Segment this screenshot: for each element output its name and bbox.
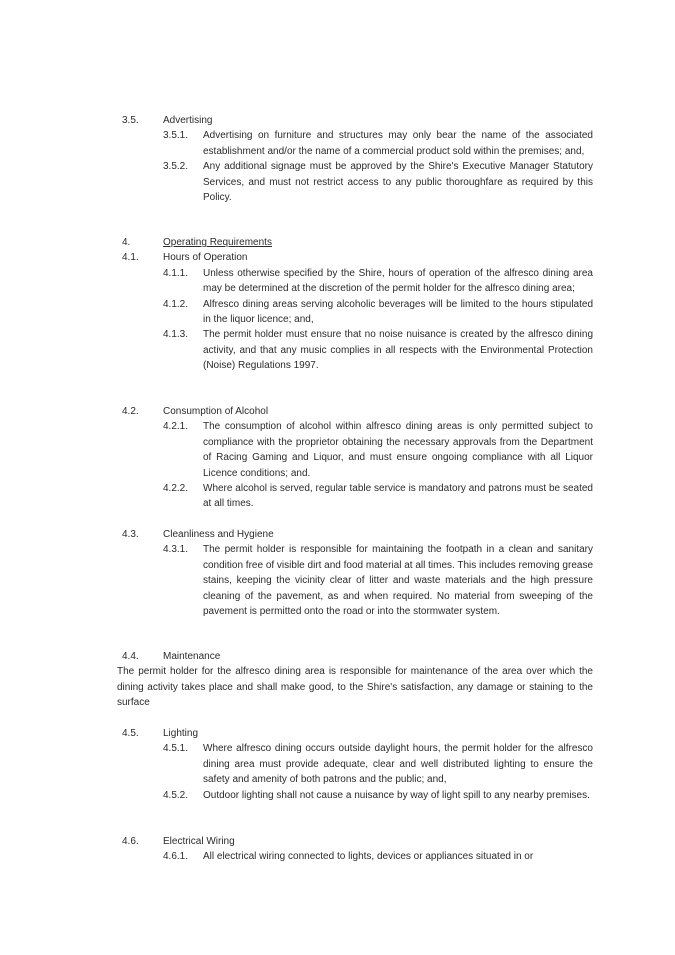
clause xyxy=(0,159,675,205)
clause-number: 4.3.1. xyxy=(163,544,189,556)
section-number: 3.5. xyxy=(122,115,139,126)
clause-text: Where alcohol is served, regular table service is mandatory and patrons must be seated at all times. xyxy=(203,483,593,510)
section-number: 4.3. xyxy=(122,529,139,540)
section-consumption-of-alcohol xyxy=(0,404,675,512)
clause-text: Any additional signage must be approved by the Shire's Executive Manager Statutory Services, and must not restrict access to any public thoroughfare as required by this Policy. xyxy=(203,161,593,204)
clause-number: 3.5.1. xyxy=(163,130,189,142)
clause xyxy=(0,788,675,803)
clause-text: The permit holder is responsible for maintaining the footpath in a clean and sanitary condition free of visible dirt and food material at all times. This includes removing grease stains, keeping the vicinity clear of litter and waste materials and the high pressure cleaning of the pavement, as and when required. No material from sweeping of the pavement is permitted onto the road or into the stormwater system. xyxy=(203,544,594,618)
clause xyxy=(0,128,675,159)
section-header xyxy=(0,649,675,664)
section-electrical-wiring xyxy=(0,834,675,865)
section-number: 4.6. xyxy=(122,836,139,847)
section-cleanliness-and-hygiene xyxy=(0,527,675,619)
chapter-header xyxy=(0,235,675,250)
clause-number: 4.5.2. xyxy=(163,789,189,801)
clause-number: 4.2.2. xyxy=(163,483,189,495)
chapter-title: Operating Requirements xyxy=(163,237,272,248)
clause-text: The permit holder must ensure that no noise nuisance is created by the alfresco dining activity, and that any music complies in all respects with the Environmental Protection (Noise) Regulations 1997. xyxy=(203,329,593,372)
clause xyxy=(0,327,675,373)
section-number: 4.2. xyxy=(122,406,139,417)
section-maintenance xyxy=(0,649,675,709)
section-title: Lighting xyxy=(163,728,199,739)
clause xyxy=(0,419,675,481)
section-header xyxy=(0,113,675,128)
clause-text: Unless otherwise specified by the Shire, hours of operation of the alfresco dining area may be determined at the discretion of the permit holder for the alfresco dining area; xyxy=(203,267,593,295)
clause xyxy=(0,297,675,328)
section-operating-requirements xyxy=(0,235,675,374)
section-advertising xyxy=(0,113,675,205)
clause-number: 4.5.1. xyxy=(163,743,189,755)
clause-number: 4.1.2. xyxy=(163,298,189,310)
section-title: Hours of Operation xyxy=(163,252,248,264)
section-lighting xyxy=(0,726,675,803)
clause xyxy=(0,542,675,619)
section-header xyxy=(0,726,675,741)
clause-text: Alfresco dining areas serving alcoholic beverages will be limited to the hours stipulated in the liquor licence; and, xyxy=(203,298,593,325)
chapter-number: 4. xyxy=(122,237,131,248)
clause xyxy=(0,266,675,297)
clause-number: 4.1.1. xyxy=(163,267,189,279)
clause-text: Where alfresco dining occurs outside daylight hours, the permit holder for the alfresco dining area must provide adequate, clear and well distributed lighting to ensure the safety and amenity of both patrons and the public; and, xyxy=(203,743,593,786)
section-number: 4.4. xyxy=(122,651,139,662)
clause xyxy=(0,741,675,787)
section-header xyxy=(0,250,675,265)
section-title: Cleanliness and Hygiene xyxy=(163,529,274,540)
section-header xyxy=(0,404,675,419)
section-title: Consumption of Alcohol xyxy=(163,406,269,417)
clause-number: 4.1.3. xyxy=(163,329,189,341)
section-title: Electrical Wiring xyxy=(163,836,235,847)
clause-number: 3.5.2. xyxy=(163,161,189,173)
clause xyxy=(0,481,675,512)
section-header xyxy=(0,834,675,849)
clause-text: The consumption of alcohol within alfresco dining areas is only permitted subject to compliance with the proprietor obtaining the necessary approvals from the Department of Racing Gaming and Liquor, and must ensure ongoing compliance with all Liquor Licence conditions; and. xyxy=(203,421,593,479)
clause-text: Advertising on furniture and structures may only bear the name of the associated establishment and/or the name of a commercial product sold within the premises; and, xyxy=(203,130,593,157)
clause xyxy=(0,849,675,864)
clause-text: All electrical wiring connected to lights, devices or appliances situated in or xyxy=(203,851,534,863)
section-number: 4.5. xyxy=(122,728,139,739)
section-title: Maintenance xyxy=(163,651,221,662)
clause-number: 4.2.1. xyxy=(163,421,189,433)
clause-number: 4.6.1. xyxy=(163,851,189,863)
maintenance-paragraph: The permit holder for the alfresco dining area is responsible for maintenance of the area over which the dining activity takes place and shall make good, to the Shire's satisfaction, any damage or staining to the surface xyxy=(117,666,593,709)
section-header xyxy=(0,527,675,542)
section-title: Advertising xyxy=(163,115,213,126)
section-number: 4.1. xyxy=(122,252,139,264)
clause-text: Outdoor lighting shall not cause a nuisance by way of light spill to any nearby premises. xyxy=(203,789,590,801)
